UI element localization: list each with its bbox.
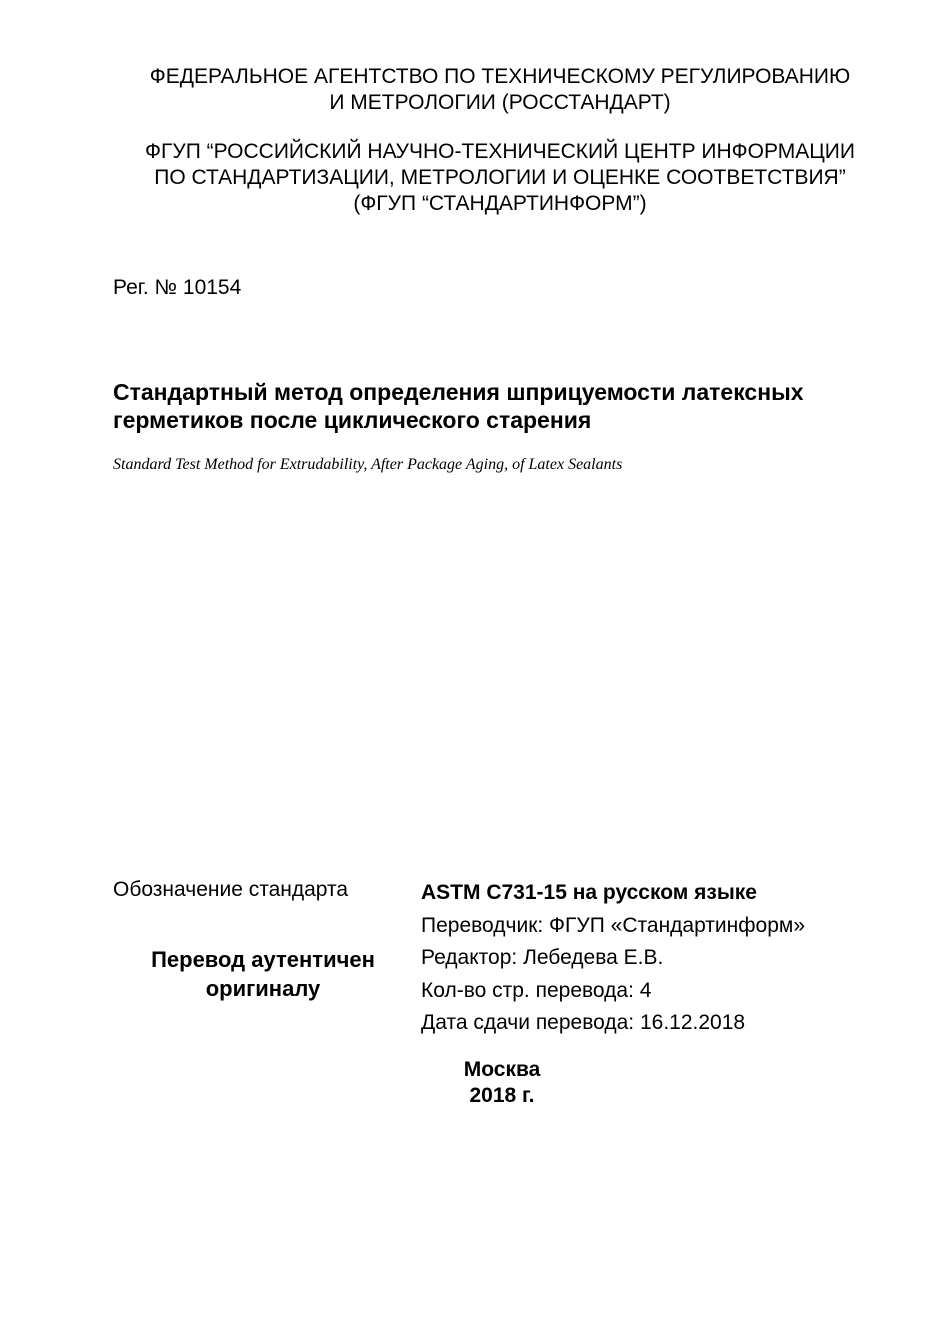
editor-info: Редактор: Лебедева Е.В. bbox=[421, 946, 664, 969]
standard-designation: ASTM C731-15 на русском языке bbox=[421, 881, 757, 904]
agency-header bbox=[60, 64, 940, 116]
submission-date: Дата сдачи перевода: 16.12.2018 bbox=[421, 1011, 746, 1034]
title-line-1: Стандартный метод определения шприцуемости латексных bbox=[113, 379, 804, 405]
english-title: Standard Test Method for Extrudability, After Package Aging, of Latex Sealants bbox=[113, 456, 623, 473]
registration-number: Рег. № 10154 bbox=[113, 276, 242, 299]
translator-info: Переводчик: ФГУП «Стандартинформ» bbox=[421, 913, 806, 937]
title-line-2: герметиков после циклического старения bbox=[113, 407, 592, 433]
organization-header bbox=[60, 139, 940, 217]
org-line-1: ФГУП “РОССИЙСКИЙ НАУЧНО-ТЕХНИЧЕСКИЙ ЦЕНТР ИНФОРМАЦИИ bbox=[145, 140, 855, 163]
publication-place bbox=[402, 1057, 602, 1109]
year: 2018 г. bbox=[469, 1084, 535, 1107]
authentic-line-1: Перевод аутентичен bbox=[151, 947, 375, 972]
page-count: Кол-во стр. перевода: 4 bbox=[421, 978, 652, 1002]
agency-line-2: И МЕТРОЛОГИИ (РОССТАНДАРТ) bbox=[329, 91, 671, 114]
org-line-2: ПО СТАНДАРТИЗАЦИИ, МЕТРОЛОГИИ И ОЦЕНКЕ СООТВЕТСТВИЯ” bbox=[154, 166, 846, 189]
authentic-line-2: оригиналу bbox=[205, 976, 321, 1001]
city: Москва bbox=[463, 1058, 541, 1081]
agency-line-1: ФЕДЕРАЛЬНОЕ АГЕНТСТВО ПО ТЕХНИЧЕСКОМУ РЕГУЛИРОВАНИЮ bbox=[149, 65, 851, 88]
document-title bbox=[113, 378, 804, 434]
authentic-translation-note bbox=[113, 945, 413, 1003]
org-line-3: (ФГУП “СТАНДАРТИНФОРМ”) bbox=[353, 192, 647, 215]
designation-label: Обозначение стандарта bbox=[113, 878, 349, 901]
translation-details bbox=[421, 877, 805, 1040]
